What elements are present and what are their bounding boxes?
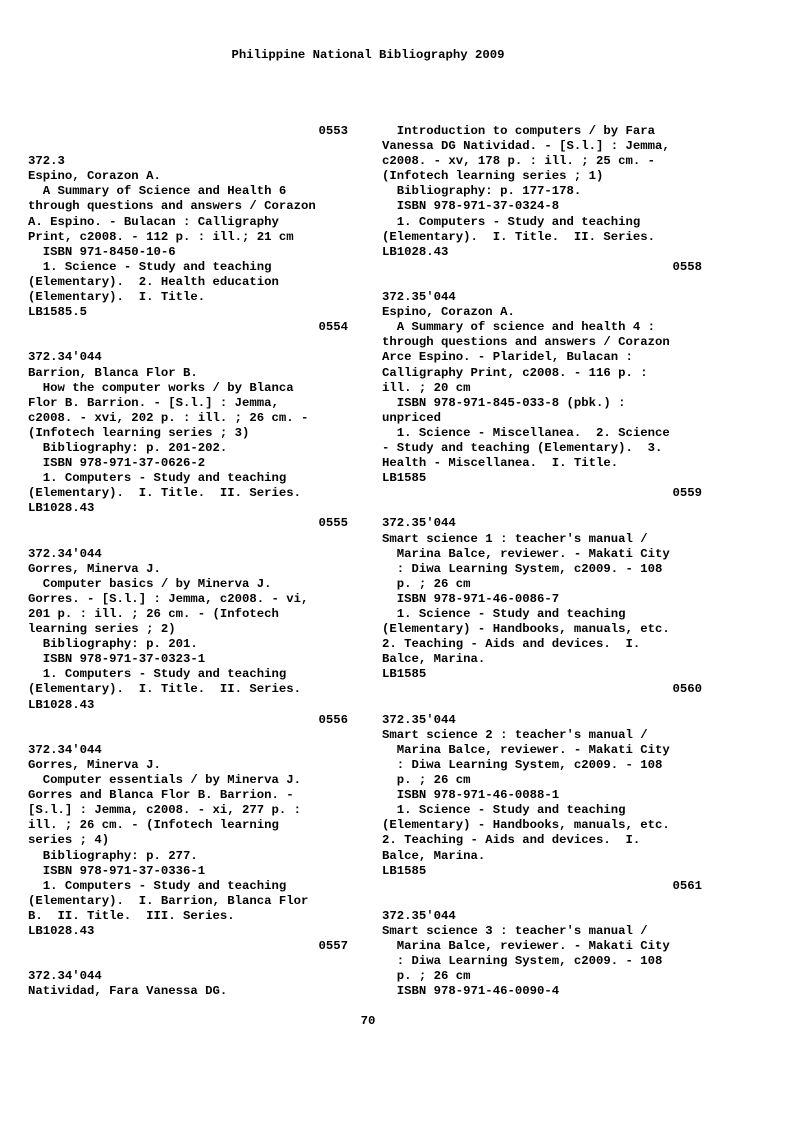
record-line: ISBN 978-971-37-0626-2 (28, 456, 206, 471)
record-line: (Elementary). I. Title. II. Series. (382, 229, 656, 244)
record-spacer (28, 532, 348, 547)
record-line: Balce, Marina. (382, 848, 486, 863)
record-line: ISBN 978-971-46-0088-1 (382, 788, 560, 803)
bibliographic-record (28, 124, 348, 320)
record-line: LB1028.43 (28, 697, 95, 712)
record-line: Marina Balce, reviewer. - Makati City (382, 742, 670, 757)
record-line: Marina Balce, reviewer. - Makati City (382, 939, 670, 954)
record-line: (Elementary) - Handbooks, manuals, etc. (382, 818, 670, 833)
record-line: Barrion, Blanca Flor B. (28, 365, 198, 380)
record-line: LB1585.5 (28, 305, 88, 320)
record-number: 0561 (672, 878, 702, 893)
record-spacer (382, 698, 702, 713)
record-line: 372.3 (28, 154, 65, 169)
record-line: Flor B. Barrion. - [S.l.] : Jemma, (28, 395, 279, 410)
record-line: learning series ; 2) (28, 622, 176, 637)
record-line: Print, c2008. - 112 p. : ill.; 21 cm (28, 229, 294, 244)
record-line: : Diwa Learning System, c2009. - 108 (382, 561, 663, 576)
record-line: LB1585 (382, 471, 427, 486)
record-line: Gorres. - [S.l.] : Jemma, c2008. - vi, (28, 591, 309, 606)
bibliographic-record (28, 713, 348, 939)
record-line: (Elementary). 2. Health education (28, 274, 279, 289)
record-line: 372.35'044 (382, 908, 456, 923)
left-column (28, 124, 348, 999)
record-line: B. II. Title. III. Series. (28, 908, 235, 923)
record-line: A Summary of science and health 4 : (382, 320, 656, 335)
record-number: 0560 (672, 682, 702, 697)
record-number: 0559 (672, 486, 702, 501)
record-number: 0557 (318, 939, 348, 954)
bibliographic-record (382, 260, 702, 486)
record-line: Arce Espino. - Plaridel, Bulacan : (382, 350, 633, 365)
bibliographic-record (28, 516, 348, 712)
record-spacer (28, 728, 348, 743)
record-line: p. ; 26 cm (382, 773, 471, 788)
bibliographic-record (382, 486, 702, 682)
record-line: Bibliography: p. 201. (28, 637, 198, 652)
record-line: (Elementary). I. Title. II. Series. (28, 486, 302, 501)
page-number: 70 (360, 1014, 376, 1028)
record-line: [S.l.] : Jemma, c2008. - xi, 277 p. : (28, 803, 302, 818)
record-line: Gorres and Blanca Flor B. Barrion. - (28, 788, 294, 803)
record-spacer (382, 275, 702, 290)
bibliographic-record (28, 320, 348, 516)
record-number: 0553 (318, 124, 348, 138)
record-line: Espino, Corazon A. (28, 169, 161, 184)
record-line: c2008. - xvi, 202 p. : ill. ; 26 cm. - (28, 410, 309, 425)
record-line: 1. Science - Study and teaching (382, 803, 626, 818)
record-line: ill. ; 20 cm (382, 380, 471, 395)
record-line: 201 p. : ill. ; 26 cm. - (Infotech (28, 607, 279, 621)
record-line: p. ; 26 cm (382, 969, 471, 984)
record-number: 0554 (318, 320, 348, 335)
record-line: Gorres, Minerva J. (28, 757, 161, 772)
record-line: : Diwa Learning System, c2009. - 108 (382, 954, 663, 969)
bibliographic-record (382, 124, 702, 260)
record-line: Bibliography: p. 277. (28, 848, 198, 863)
record-line: ill. ; 26 cm. - (Infotech learning (28, 818, 279, 833)
record-line: (Infotech learning series ; 3) (28, 425, 250, 440)
record-line: LB1028.43 (28, 501, 95, 516)
record-number: 0555 (318, 516, 348, 531)
record-line: c2008. - xv, 178 p. : ill. ; 25 cm. - (382, 154, 656, 169)
record-line: ISBN 978-971-845-033-8 (pbk.) : (382, 395, 626, 410)
bibliographic-record (28, 939, 348, 999)
right-column (382, 124, 702, 999)
record-line: 1. Computers - Study and teaching (28, 471, 287, 486)
record-line: A Summary of Science and Health 6 (28, 184, 287, 199)
record-line: 1. Computers - Study and teaching (28, 878, 287, 893)
record-line: 1. Computers - Study and teaching (28, 667, 287, 682)
record-line: unpriced (382, 410, 442, 425)
record-line: p. ; 26 cm (382, 576, 471, 591)
record-line: Calligraphy Print, c2008. - 116 p. : (382, 365, 648, 380)
record-line: A. Espino. - Bulacan : Calligraphy (28, 214, 279, 229)
record-spacer (382, 501, 702, 516)
record-line: through questions and answers / Corazon (28, 199, 316, 214)
record-line: ISBN 978-971-37-0336-1 (28, 863, 206, 878)
record-line: LB1028.43 (382, 244, 449, 259)
page-header: Philippine National Bibliography 2009 (231, 48, 505, 62)
record-line: Espino, Corazon A. (382, 305, 515, 320)
record-line: 372.34'044 (28, 742, 102, 757)
record-line: 372.35'044 (382, 712, 456, 727)
record-spacer (382, 894, 702, 909)
bibliographic-record (382, 879, 702, 1000)
record-line: Natividad, Fara Vanessa DG. (28, 984, 228, 999)
record-line: ISBN 971-8450-10-6 (28, 244, 176, 259)
record-number: 0556 (318, 712, 348, 727)
record-line: 1. Science - Study and teaching (382, 607, 626, 621)
record-line: 1. Science - Miscellanea. 2. Science (382, 425, 670, 440)
record-number: 0558 (672, 259, 702, 274)
record-line: 372.35'044 (382, 290, 456, 305)
record-line: Health - Miscellanea. I. Title. (382, 456, 619, 471)
record-line: 1. Computers - Study and teaching (382, 214, 641, 229)
record-line: 372.35'044 (382, 516, 456, 531)
record-line: Gorres, Minerva J. (28, 561, 161, 576)
record-line: (Elementary). I. Barrion, Blanca Flor (28, 893, 309, 908)
record-line: (Elementary). I. Title. II. Series. (28, 682, 302, 697)
record-line: 372.34'044 (28, 350, 102, 365)
record-spacer (28, 335, 348, 350)
record-line: through questions and answers / Corazon (382, 335, 670, 350)
record-line: Smart science 3 : teacher's manual / (382, 923, 648, 938)
record-line: Smart science 1 : teacher's manual / (382, 531, 648, 546)
record-line: (Infotech learning series ; 1) (382, 169, 604, 184)
record-line: ISBN 978-971-37-0324-8 (382, 199, 560, 214)
record-line: 1. Science - Study and teaching (28, 259, 272, 274)
record-line: (Elementary) - Handbooks, manuals, etc. (382, 622, 670, 637)
record-line: series ; 4) (28, 833, 110, 848)
record-line: How the computer works / by Blanca (28, 380, 294, 395)
record-line: Bibliography: p. 177-178. (382, 184, 582, 199)
record-line: 372.34'044 (28, 546, 102, 561)
bibliographic-record (382, 682, 702, 878)
record-line: Vanessa DG Natividad. - [S.l.] : Jemma, (382, 139, 670, 154)
record-line: ISBN 978-971-46-0090-4 (382, 984, 560, 999)
record-spacer (28, 954, 348, 969)
record-line: (Elementary). I. Title. (28, 290, 206, 305)
record-line: LB1028.43 (28, 923, 95, 938)
record-line: Bibliography: p. 201-202. (28, 440, 228, 455)
record-line: ISBN 978-971-46-0086-7 (382, 591, 560, 606)
record-spacer (28, 139, 348, 154)
record-line: : Diwa Learning System, c2009. - 108 (382, 757, 663, 772)
record-line: Balce, Marina. (382, 652, 486, 667)
record-line: Introduction to computers / by Fara (382, 124, 656, 138)
record-line: ISBN 978-971-37-0323-1 (28, 652, 206, 667)
record-line: Computer essentials / by Minerva J. (28, 773, 302, 788)
record-line: 2. Teaching - Aids and devices. I. (382, 637, 641, 652)
record-line: 2. Teaching - Aids and devices. I. (382, 833, 641, 848)
record-line: LB1585 (382, 667, 427, 682)
record-line: - Study and teaching (Elementary). 3. (382, 440, 663, 455)
record-line: 372.34'044 (28, 969, 102, 984)
record-line: Computer basics / by Minerva J. (28, 576, 272, 591)
record-line: Marina Balce, reviewer. - Makati City (382, 546, 670, 561)
record-line: Smart science 2 : teacher's manual / (382, 727, 648, 742)
record-line: LB1585 (382, 863, 427, 878)
